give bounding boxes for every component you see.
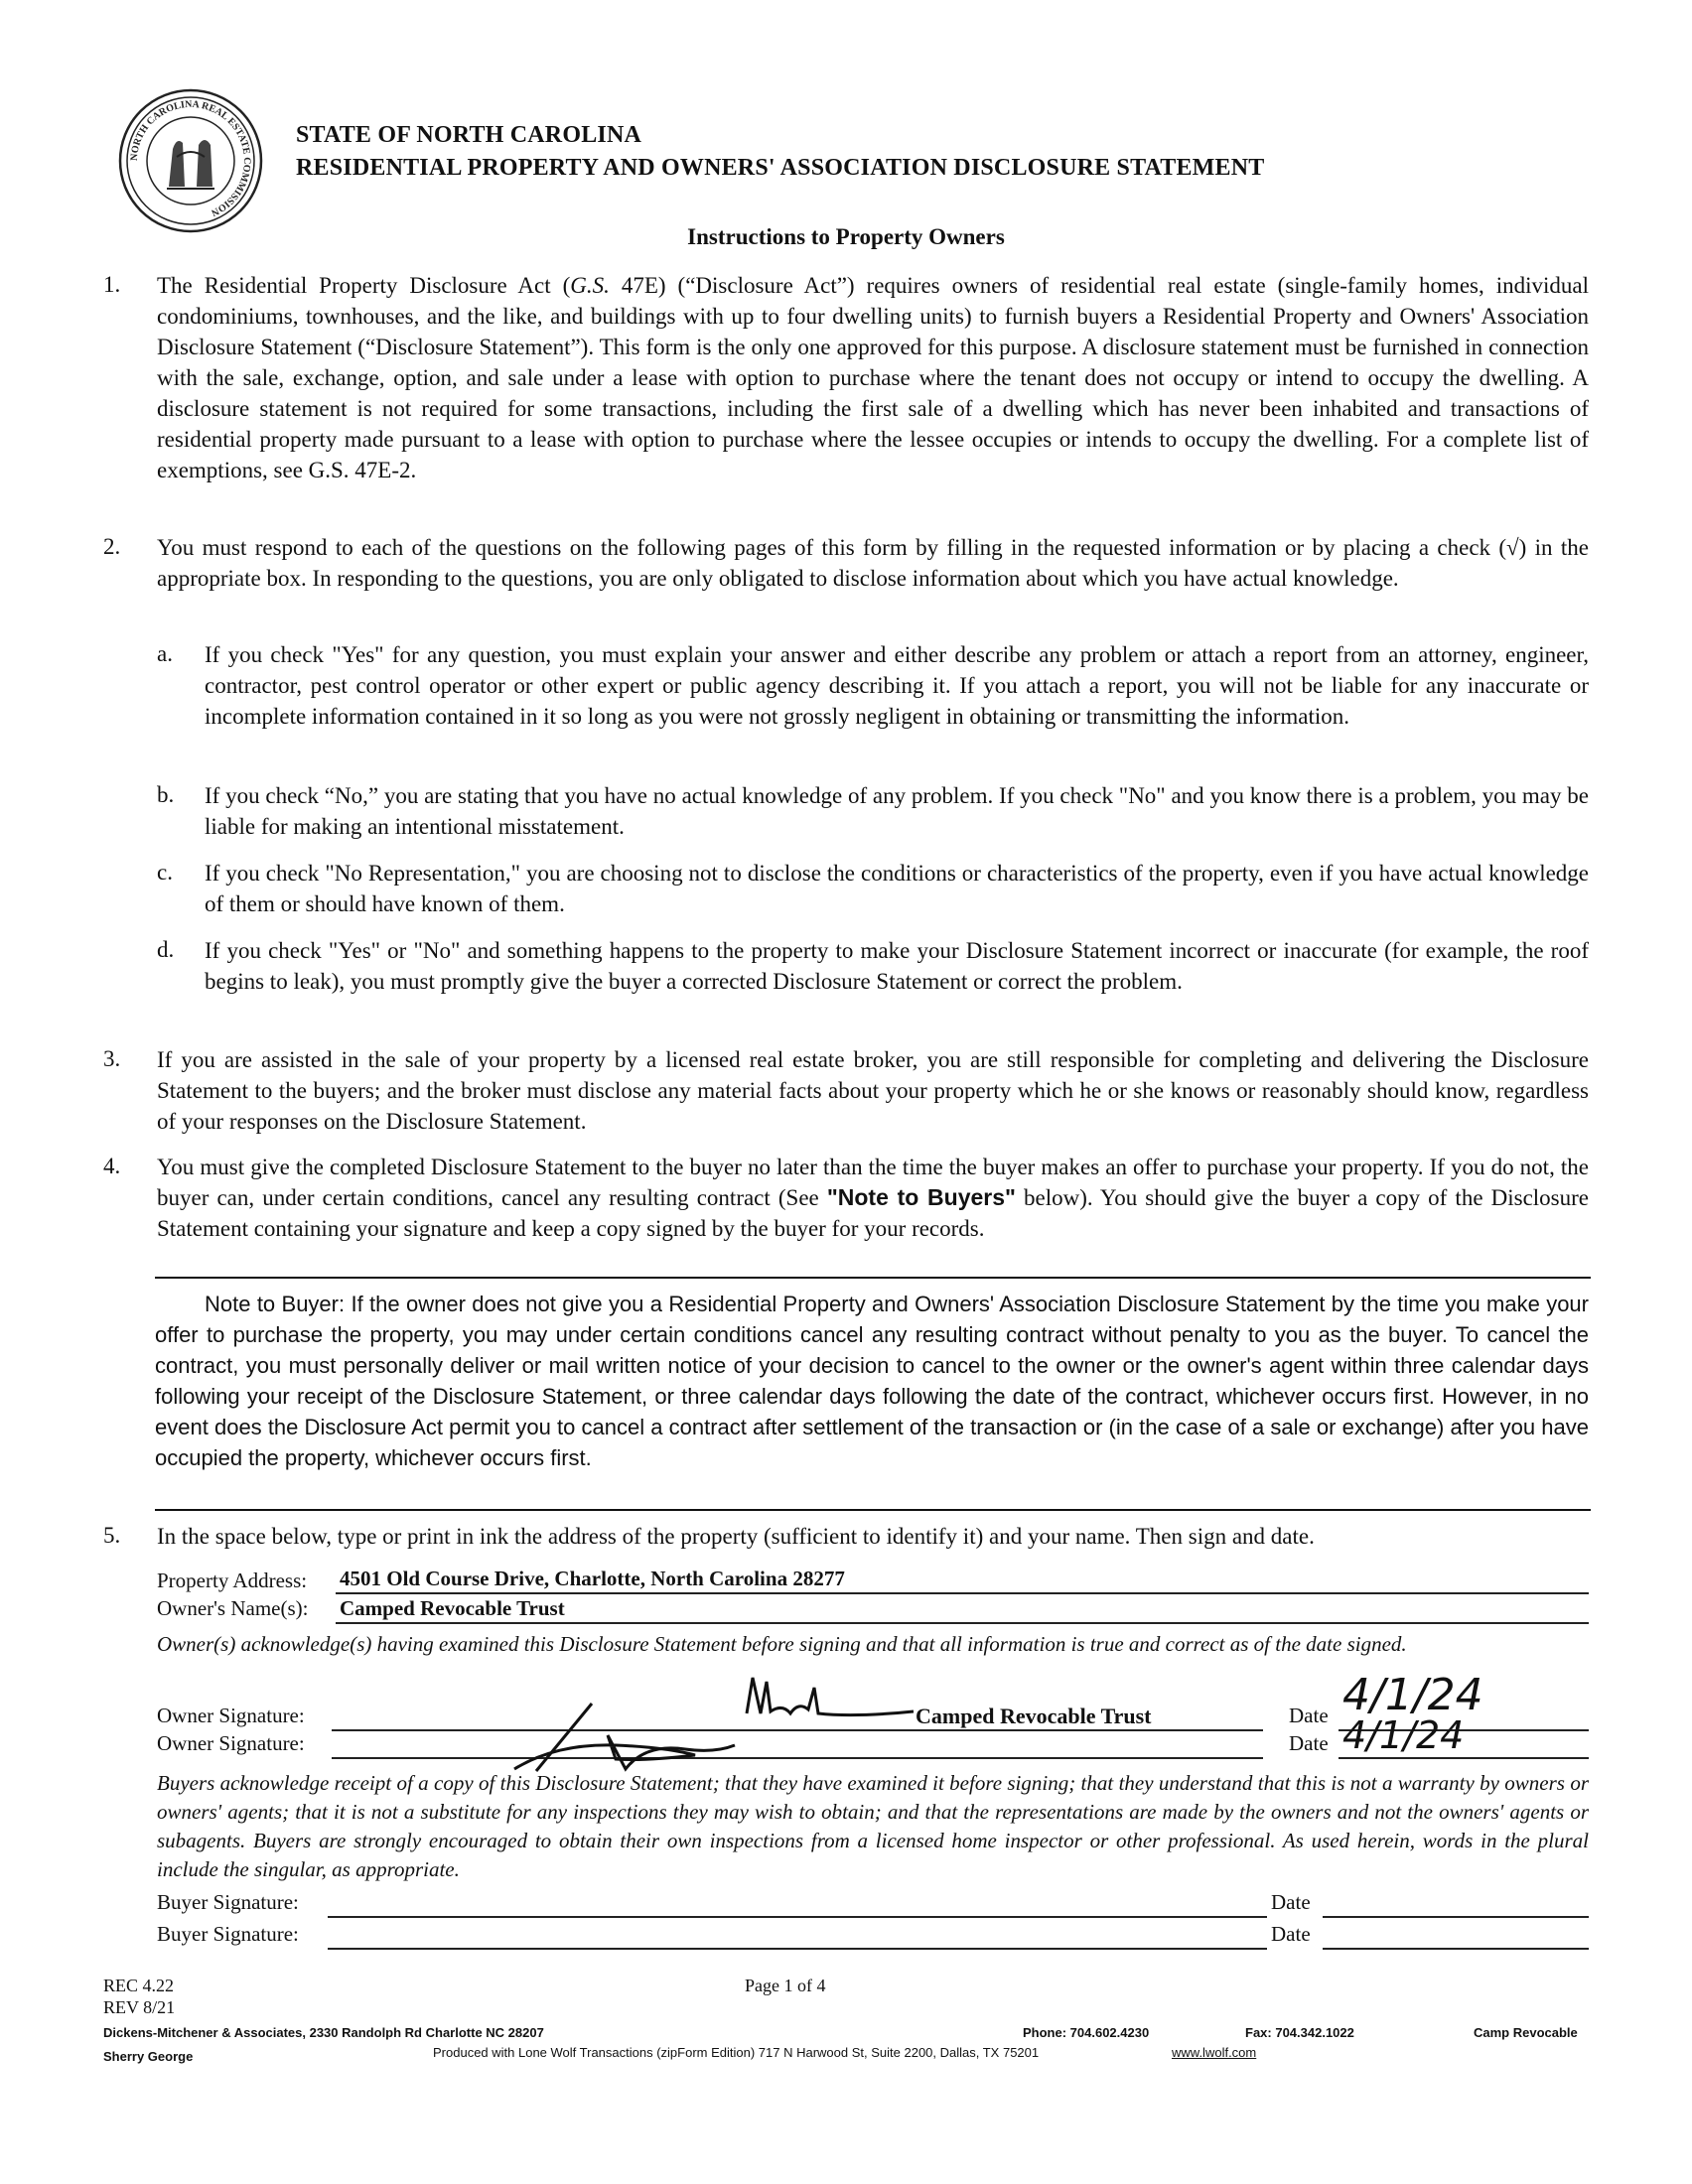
firm-fax: Fax: 704.342.1022 — [1245, 2025, 1354, 2040]
vendor-url[interactable]: www.lwolf.com — [1172, 2045, 1257, 2060]
handwritten-date[interactable]: 4/1/24 — [1342, 1670, 1483, 1720]
sub-item-letter: a. — [157, 641, 173, 666]
item-number: 4. — [103, 1154, 121, 1178]
item-number: 3. — [103, 1046, 121, 1071]
owner-signature-printed-name: Camped Revocable Trust — [916, 1704, 1152, 1728]
file-name: Camp Revocable — [1474, 2025, 1578, 2040]
instruction-item-2: You must respond to each of the questions on the following pages of this form by filling in the requested information or by placing a check (√) in the appropriate box. In responding to the questions, you are only obligated to disclose information about which you have actual knowledge. — [157, 535, 1589, 591]
sub-item-letter: b. — [157, 782, 175, 807]
instruction-item-3: If you are assisted in the sale of your property by a licensed real estate broker, you are still responsible for completing and delivering the Disclosure Statement to the buyers; and the broker must disclose any material facts about your property which he or she knows or reasonably should know, regardless of your responses on the Disclosure Statement. — [157, 1047, 1589, 1134]
property-address-value[interactable]: 4501 Old Course Drive, Charlotte, North Carolina 28277 — [340, 1567, 845, 1590]
date-line[interactable] — [1323, 1948, 1589, 1950]
owner-signature-label: Owner Signature: — [157, 1731, 305, 1755]
date-label: Date — [1271, 1890, 1311, 1914]
instruction-item-a: If you check "Yes" for any question, you must explain your answer and either describe any problem or attach a report from an attorney, engineer, contractor, pest control operator or other expert or public agency describing it. If you attach a report, you will not be liable for any inaccurate or incomplete information contained in it so long as you were not grossly negligent in obtaining or transmitting the information. — [205, 642, 1589, 729]
owner-name-value[interactable]: Camped Revocable Trust — [340, 1596, 565, 1620]
property-address-label: Property Address: — [157, 1569, 308, 1592]
state-heading: STATE OF NORTH CAROLINA — [296, 122, 642, 148]
instruction-item-d: If you check "Yes" or "No" and something happens to the property to make your Disclosure Statement incorrect or inaccurate (for example, the roof begins to leak), you must promptly give the buyer a corrected Disclosure Statement or correct the problem. — [205, 938, 1589, 994]
buyer-signature-line[interactable] — [328, 1916, 1267, 1918]
sub-item-letter: c. — [157, 860, 173, 885]
note-bottom-rule — [155, 1509, 1591, 1511]
buyers-acknowledgment: Buyers acknowledge receipt of a copy of this Disclosure Statement; that they have examined it before signing; that they understand that this is not a warranty by owners or owners' agents; that it is not a substitute for any inspections they may wish to obtain; and that the representations are made by the owners and not the owners' agents or subagents. Buyers are strongly encouraged to obtain their own inspections from a licensed home inspector or other professional. As used herein, words in the plural include the singular, as appropriate. — [157, 1771, 1589, 1881]
handwritten-date[interactable]: 4/1/24 — [1342, 1713, 1465, 1757]
owner-acknowledgment: Owner(s) acknowledge(s) having examined this Disclosure Statement before signing and that all information is true and correct as of the date signed. — [157, 1632, 1407, 1656]
address-line — [336, 1592, 1589, 1594]
form-revision: REV 8/21 — [103, 1997, 176, 2017]
buyer-signature-label: Buyer Signature: — [157, 1922, 299, 1946]
sub-item-letter: d. — [157, 937, 175, 962]
owner-name-line — [336, 1622, 1589, 1624]
item-number: 2. — [103, 534, 121, 559]
firm-info: Dickens-Mitchener & Associates, 2330 Randolph Rd Charlotte NC 28207 — [103, 2025, 544, 2040]
commission-seal — [117, 87, 264, 234]
date-line — [1339, 1757, 1589, 1759]
date-label: Date — [1271, 1922, 1311, 1946]
date-label: Date — [1289, 1704, 1329, 1727]
firm-phone: Phone: 704.602.4230 — [1023, 2025, 1150, 2040]
item-number: 1. — [103, 272, 121, 297]
instruction-item-5: In the space below, type or print in ink the address of the property (sufficient to identify it) and your name. Then sign and date. — [157, 1524, 1315, 1549]
form-code: REC 4.22 — [103, 1976, 175, 1995]
form-title: RESIDENTIAL PROPERTY AND OWNERS' ASSOCIATION DISCLOSURE STATEMENT — [296, 155, 1265, 181]
owner-signature-scribble[interactable] — [496, 1674, 953, 1783]
instruction-item-4: You must give the completed Disclosure Statement to the buyer no later than the time the buyer makes an offer to purchase your property. If you do not, the buyer can, under certain conditions, cancel any resulting contract (See "Note to Buyers" below). You should give the buyer a copy of the Disclosure Statement containing your signature and keep a copy signed by the buyer for your records. — [157, 1155, 1589, 1241]
note-to-buyer: Note to Buyer: If the owner does not give you a Residential Property and Owners' Association Disclosure Statement by the time you make your offer to purchase the property, you may under certain conditions cancel any resulting contract without penalty to you as the buyer. To cancel the contract, you must personally deliver or mail written notice of your decision to cancel to the owner or the owner's agent within three calendar days following your receipt of the Disclosure Statement, or three calendar days following the date of the contract, whichever occurs first. However, in no event does the Disclosure Act permit you to cancel a contract after settlement of the transaction or (in the case of a sale or exchange) after you have occupied the property, whichever occurs first. — [155, 1292, 1589, 1470]
agent-name: Sherry George — [103, 2049, 194, 2064]
owner-signature-label: Owner Signature: — [157, 1704, 305, 1727]
note-top-rule — [155, 1277, 1591, 1279]
buyer-signature-label: Buyer Signature: — [157, 1890, 299, 1914]
date-label: Date — [1289, 1731, 1329, 1755]
instruction-item-1: The Residential Property Disclosure Act (G.S. 47E) (“Disclosure Act”) requires owners of residential real estate (single-family homes, individual condominiums, townhouses, and the like, and buildings with up to four dwelling units) to furnish buyers a Residential Property and Owners' Association Disclosure Statement (“Disclosure Statement”). This form is the only one approved for this purpose. A disclosure statement must be furnished in connection with the sale, exchange, option, and sale under a lease with option to purchase where the tenant does not occupy or intend to occupy the dwelling. A disclosure statement is not required for some transactions, including the first sale of a dwelling which has never been inhabited and transactions of residential property made pursuant to a lease with option to purchase where the lessee occupies or intends to occupy the dwelling. For a complete list of exemptions, see G.S. 47E-2. — [157, 273, 1589, 482]
svg-text:NORTH CAROLINA REAL ESTATE COM: NORTH CAROLINA REAL ESTATE COMMISSION — [128, 98, 253, 218]
instructions-title: Instructions to Property Owners — [687, 224, 1005, 249]
instruction-item-b: If you check “No,” you are stating that you have no actual knowledge of any problem. If you check "No" and you know there is a problem, you may be liable for making an intentional misstatement. — [205, 783, 1589, 839]
instruction-item-c: If you check "No Representation," you are choosing not to disclose the conditions or characteristics of the property, even if you have actual knowledge of them or should have known of them. — [205, 861, 1589, 916]
owner-name-label: Owner's Name(s): — [157, 1596, 309, 1620]
item-number: 5. — [103, 1523, 121, 1548]
page-number: Page 1 of 4 — [745, 1976, 826, 1995]
date-line[interactable] — [1323, 1916, 1589, 1918]
buyer-signature-line[interactable] — [328, 1948, 1267, 1950]
produced-with: Produced with Lone Wolf Transactions (zipForm Edition) 717 N Harwood St, Suite 2200, Dallas, TX 75201 — [433, 2045, 1040, 2060]
